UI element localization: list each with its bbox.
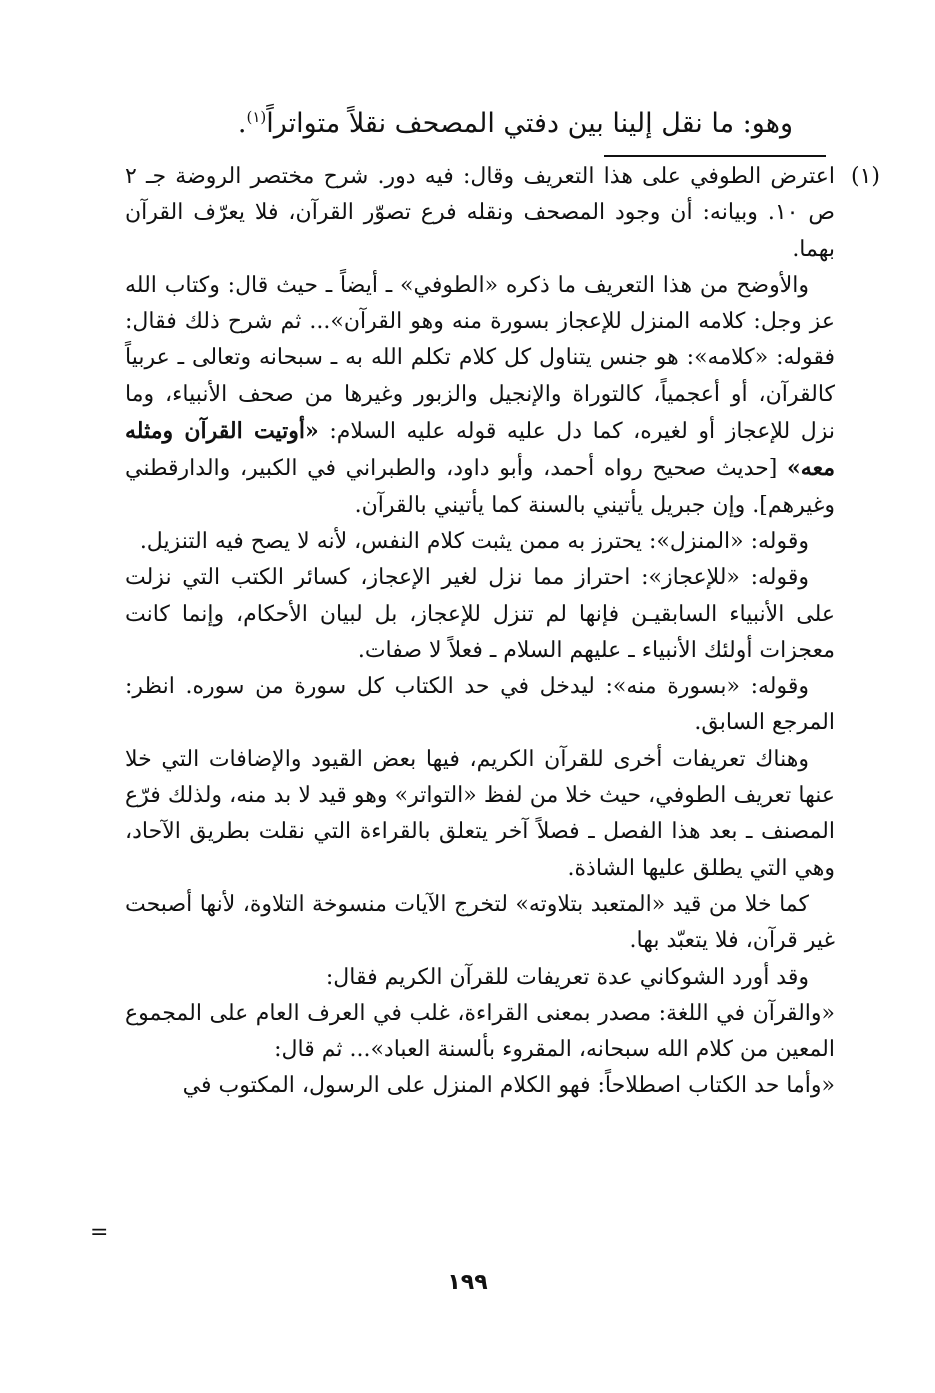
footnote-separator bbox=[604, 155, 826, 157]
footnote-block bbox=[125, 159, 835, 1105]
hadith-quote: «أوتيت القرآن ومثله معه» bbox=[125, 418, 835, 482]
page-number: ١٩٩ bbox=[447, 1270, 488, 1295]
footnote-paragraph: وقد أورد الشوكاني عدة تعريفات للقرآن الكريم فقال: bbox=[325, 964, 809, 990]
main-text-line bbox=[153, 104, 793, 144]
footnote-paragraph bbox=[125, 268, 835, 524]
footnote-paragraph: اعترض الطوفي على هذا التعريف وقال: فيه دور. شرح مختصر الروضة جـ ٢ ص ١٠. وبيانه: أن وجود المصحف ونقله فرع تصوّر القرآن، فلا يعرّف القرآن بهما. bbox=[125, 164, 836, 262]
continuation-mark: = bbox=[90, 1220, 109, 1245]
main-text: وهو: ما نقل إلينا بين دفتي المصحف نقلاً متواتراً bbox=[266, 108, 793, 139]
footnote-paragraph-text: والأوضح من هذا التعريف ما ذكره «الطوفي» ـ أيضاً ـ حيث قال: وكتاب الله عز وجل: كلامه المنزل للإعجاز بسورة منه وهو القرآن»... ثم شرح ذلك فقال: فقوله: «كلامه»: هو جنس يتناول كل كلام تكلم الله به ـ سبحانه وتعالى ـ عربياً كالقرآن، أو أعجمياً، كالتوراة والإنجيل والزبور وغيرها من صحف الأنبياء، وما نزل للإعجاز أو لغيره، كما دل عليه قوله عليه السلام: bbox=[125, 272, 835, 445]
footnote-paragraph: وقوله: «بسورة منه»: ليدخل في حد الكتاب كل سورة من سوره. انظر: المرجع السابق. bbox=[125, 674, 835, 736]
hadith-source: [حديث صحيح رواه أحمد، وأبو داود، والطبراني في الكبير، والدارقطني وغيرهم]. وإن جبريل يأتيني بالسنة كما يأتيني بالقرآن. bbox=[125, 456, 835, 518]
footnote-paragraph: كما خلا من قيد «المتعبد بتلاوته» لتخرج الآيات منسوخة التلاوة، لأنها أصبحت غير قرآن، فلا يتعبّد بها. bbox=[125, 891, 835, 954]
footnote-paragraph: وقوله: «للإعجاز»: احتراز مما نزل لغير الإعجاز، كسائر الكتب التي نزلت على الأنبياء السابقيـن فإنها لم تنزل للإعجاز، بل لبيان الأحكام، وإنما كانت معجزات أولئك الأنبياء ـ عليهم السلام ـ فعلاً لا صفات. bbox=[125, 565, 835, 663]
footnote-reference: (١) bbox=[246, 108, 267, 126]
footnote-paragraph: «وأما حد الكتاب اصطلاحاً: فهو الكلام المنزل على الرسول، المكتوب في bbox=[182, 1073, 835, 1099]
footnote-paragraph: وقوله: «المنزل»: يحترز به ممن يثبت كلام النفس، لأنه لا يصح فيه التنزيل. bbox=[139, 528, 809, 554]
footnote-paragraph: «والقرآن في اللغة: مصدر بمعنى القراءة، غلب في العرف العام على المجموع المعين من كلام الله سبحانه، المقروء بألسنة العباد»... ثم قال: bbox=[125, 1000, 835, 1063]
footnote-paragraph: وهناك تعريفات أخرى للقرآن الكريم، فيها بعض القيود والإضافات التي خلا عنها تعريف الطوفي، حيث خلا من لفظ «التواتر» وهو قيد لا بد منه، ولذلك فرّع المصنف ـ بعد هذا الفصل ـ فصلاً آخر يتعلق بالقراءة التي نقلت بطريق الآحاد، وهي التي يطلق عليها الشاذة. bbox=[125, 746, 835, 881]
footnote-marker: (١) bbox=[850, 164, 880, 189]
main-text-end: . bbox=[237, 108, 247, 139]
